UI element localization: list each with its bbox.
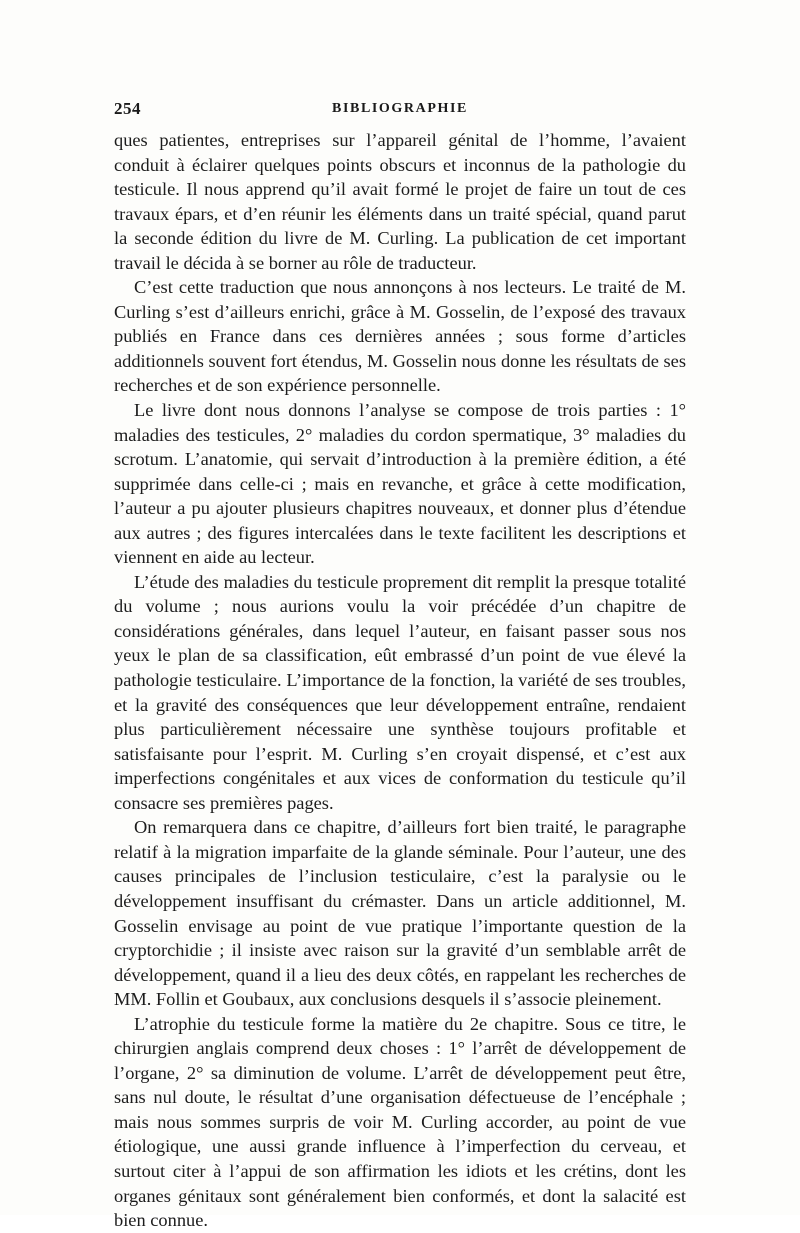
running-head <box>114 99 686 123</box>
paragraph-translation: C’est cette traduction que nous annonçons à nos lecteurs. Le traité de M. Curling s’est d’ailleurs enrichi, grâce à M. Gosselin, de l’exposé des travaux publiés en France dans ces dernières années ; sous forme d’articles additionnels souvent fort étendus, M. Gosselin nous donne les résultats de ses recherches et de son expérience personnelle. <box>114 277 686 396</box>
paragraph-book-structure: Le livre dont nous donnons l’analyse se compose de trois parties : 1° maladies des testicules, 2° maladies du cordon spermatique, 3° maladies du scrotum. L’anatomie, qui servait d’introduction à la première édition, a été supprimée dans celle-ci ; mais en revanche, et grâce à cette modification, l’auteur a pu ajouter plusieurs chapitres nouveaux, et donner plus d’étendue aux autres ; des figures intercalées dans le texte facilitent les descriptions et viennent en aide au lecteur. <box>114 400 686 568</box>
paragraph-atrophy: L’atrophie du testicule forme la matière du 2e chapitre. Sous ce titre, le chirurgien anglais comprend deux choses : 1° l’arrêt de développement de l’organe, 2° sa diminution de volume. L’arrêt de développement peut être, sans nul doute, le résultat d’une organisation défectueuse de l’encéphale ; mais nous sommes surpris de voir M. Curling accorder, au point de vue étiologique, une aussi grande influence à l’imperfection du cerveau, et surtout citer à l’appui de son affirmation les idiots et les crétins, dont les organes génitaux sont généralement bien conformés, et dont la salacité est bien connue. <box>114 1013 686 1231</box>
running-title: BIBLIOGRAPHIE <box>332 101 468 116</box>
paragraph-migration: On remarquera dans ce chapitre, d’ailleurs fort bien traité, le paragraphe relatif à la migration imparfaite de la glande séminale. Pour l’auteur, une des causes principales de l’inclusion testiculaire, c’est la paralysie ou le développement insuffisant du crémaster. Dans un article additionnel, M. Gosselin envisage au point de vue pratique l’importante question de la cryptorchidie ; il insiste avec raison sur la gravité d’un semblable arrêt de développement, quand il a lieu des deux côtés, en rappelant les recherches de MM. Follin et Goubaux, aux conclusions desquels il s’associe pleinement. <box>114 817 686 1010</box>
body-text <box>114 128 686 1233</box>
paragraph-continued: ques patientes, entreprises sur l’appareil génital de l’homme, l’avaient conduit à éclairer quelques points obscurs et inconnus de la pathologie du testicule. Il nous apprend qu’il avait formé le projet de faire un tout de ces travaux épars, et d’en réunir les éléments dans un traité spécial, quand parut la seconde édition du livre de M. Curling. La publication de cet important travail le décida à se borner au rôle de traducteur. <box>114 130 686 273</box>
page-number: 254 <box>114 99 141 118</box>
paragraph-testicle-study: L’étude des maladies du testicule proprement dit remplit la presque totalité du volume ; nous aurions voulu la voir précédée d’un chapitre de considérations générales, dans lequel l’auteur, en faisant passer sous nos yeux le plan de sa classification, eût embrassé d’un point de vue élevé la pathologie testiculaire. L’importance de la fonction, la variété de ses troubles, et la gravité des conséquences que leur développement entraîne, rendaient plus particulièrement nécessaire une synthèse toujours profitable et satisfaisante pour l’esprit. M. Curling s’en croyait dispensé, et c’est aux imperfections congénitales et aux vices de conformation du testicule qu’il consacre ses premières pages. <box>114 571 686 813</box>
